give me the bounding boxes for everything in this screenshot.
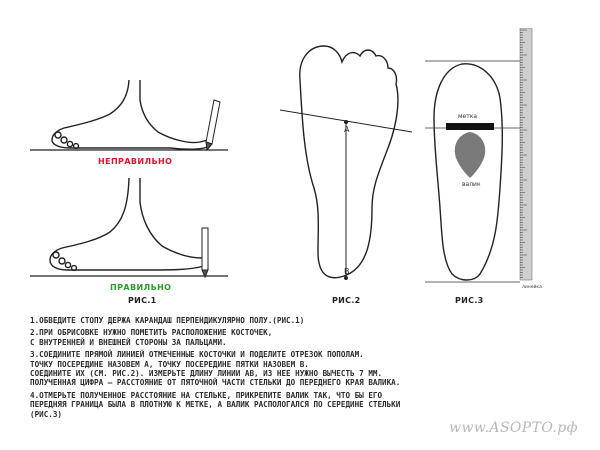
watermark: www.ASOPTO.рф: [449, 420, 578, 436]
pencil-right: [202, 228, 208, 277]
figure-1-drawing: [30, 80, 250, 295]
point-b-dot: [344, 276, 348, 280]
instruction-1: 1.ОБВЕДИТЕ СТОПУ ДЕРЖА КАРАНДАШ ПЕРПЕНДИКУЛЯРНО ПОЛУ.(РИС.1): [30, 316, 305, 325]
point-a-dot: [344, 120, 348, 124]
foot-side-right: [50, 178, 204, 270]
instruction-4: 4.ОТМЕРЬТЕ ПОЛУЧЕННОЕ РАССТОЯНИЕ НА СТЕЛЬКЕ, ПРИКРЕПИТЕ ВАЛИК ТАК, ЧТО БЫ ЕГО ПЕРЕДНЯЯ ГРАНИЦА БЫЛА В ПЛОТНУЮ К МЕТКЕ, А ВАЛИК РАСПОЛОГАЛСЯ ПО СЕРЕДИНЕ СТЕЛЬКИ (РИС.3): [30, 390, 401, 419]
instruction-2: 2.ПРИ ОБРИСОВКЕ НУЖНО ПОМЕТИТЬ РАСПОЛОЖЕНИЕ КОСТОЧЕК, С ВНУТРЕННЕЙ И ВНЕШНЕЙ СТОРОНЫ ЗА ПАЛЬЦАМИ.: [30, 328, 273, 347]
pad-label: валик: [462, 181, 481, 188]
right-label: ПРАВИЛЬНО: [110, 283, 172, 292]
point-a-label: A: [344, 125, 350, 134]
pad-shape: [455, 132, 485, 178]
marker-label: метка: [458, 113, 478, 120]
wrong-label: НЕПРАВИЛЬНО: [98, 157, 173, 166]
foot-side-wrong: [52, 80, 210, 149]
figure-2-caption: РИС.2: [332, 296, 361, 305]
figure-3-caption: РИС.3: [455, 296, 484, 305]
instruction-3: 3.СОЕДИНИТЕ ПРЯМОЙ ЛИНИЕЙ ОТМЕЧЕННЫЕ КОСТОЧКИ И ПОДЕЛИТЕ ОТРЕЗОК ПОПОЛАМ. ТОЧКУ ПОСЕРЕДИНЕ НАЗОВЕМ A, ТОЧКУ ПОСЕРЕДИНЕ ПЯТКИ НАЗОВЕМ B. СОЕДИНИТЕ ИХ (СМ. РИС.2). ИЗМЕРЬТЕ ДЛИНУ ЛИНИИ AB, ИЗ НЕЕ НУЖНО ВЫЧЕСТЬ 7 ММ. ПОЛУЧЕННАЯ ЦИФРА — РАССТОЯНИЕ ОТ ПЯТОЧНОЙ ЧАСТИ СТЕЛЬКИ ДО ПЕРЕДНЕГО КРАЯ ВАЛИКА.: [30, 350, 401, 388]
ruler: [520, 28, 532, 280]
figure-2-drawing: [280, 38, 415, 288]
foot-top-outline: [300, 46, 398, 278]
point-b-label: B: [344, 267, 350, 276]
figure-1-caption: РИС.1: [128, 296, 157, 305]
ruler-label: линейка: [522, 285, 542, 290]
instructions: [30, 316, 570, 422]
figure-3-drawing: [420, 28, 560, 290]
marker-bar: [446, 123, 494, 130]
pencil-wrong: [206, 100, 220, 150]
